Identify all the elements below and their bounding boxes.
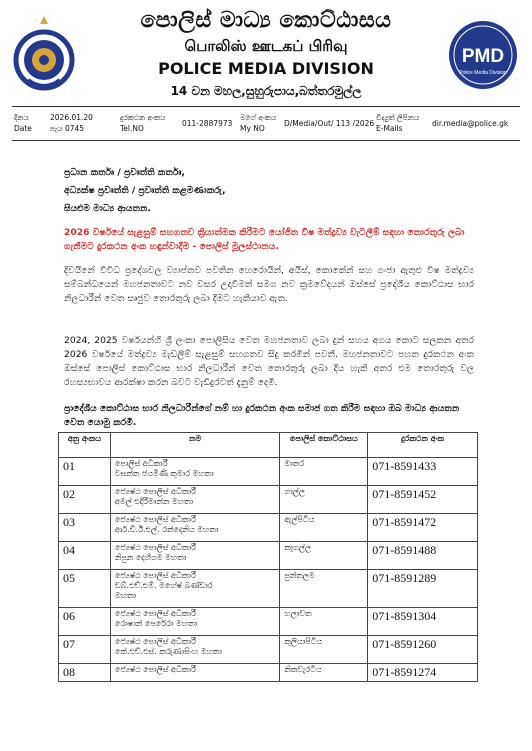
header-divider bbox=[12, 106, 520, 107]
row-phone: 071-8591260 bbox=[368, 636, 478, 664]
row-phone: 071-8591289 bbox=[368, 570, 478, 608]
table-row bbox=[59, 486, 478, 514]
row-phone: 071-8591433 bbox=[368, 458, 478, 486]
row-phone: 071-8591274 bbox=[368, 664, 478, 682]
tel-label: දුරකථන අංකය Tel.NO bbox=[120, 113, 166, 133]
row-serial: 07 bbox=[59, 636, 111, 664]
row-officer-name: ජ්‍යෙෂ්ඨ පොලිස් අධිකාරී අමල් එදිරිමාන්න මහතා bbox=[110, 486, 280, 514]
table-header-row bbox=[59, 433, 478, 458]
tel-value: 011-2887973 bbox=[182, 119, 233, 128]
header-address: 14 වන මහල,සුහුරුපාය,බත්තරමුල්ල bbox=[170, 84, 362, 98]
table-row bbox=[59, 458, 478, 486]
row-officer-name: ජ්‍යෙෂ්ඨ පොලිස් අධිකාරී ඩබ්.එච්.එම්. මහේෂ් බණ්ඩාර මහතා bbox=[110, 570, 280, 608]
officer-contact-table bbox=[58, 432, 478, 682]
pmd-logo-subtext: Police Media Division bbox=[459, 70, 507, 76]
col-header-division: පොලිස් කොට්ඨාසය bbox=[280, 433, 368, 458]
row-serial: 08 bbox=[59, 664, 111, 682]
addressee-3: සියළුම මාධ්‍ය ආයතන. bbox=[64, 203, 151, 214]
email-value: dir.media@police.gk bbox=[432, 119, 509, 128]
row-division: ඇල්පිටිය bbox=[280, 514, 368, 542]
table-row bbox=[59, 608, 478, 636]
row-officer-name: ජ්‍යෙෂ්ඨ පොලිස් අධිකාරී bbox=[110, 664, 280, 682]
paragraph-2: 2024, 2025 වර්ෂයන්හි ශ්‍රී ලංකා පොලිසිය වෙත මහජනතාව ලබා දුන් සහය අගය කොට සලකන අතර 2026 වර්ෂයේ මත්ද්‍රව්‍ය මැඩලීම් සැළසුම් සහගතව සිදු කරමින් පවතී. මහජනතාවට පහත දුරකථන අංක ඔස්සේ පොලිස් කොට්ඨාස භාර නිලධාරීන් වෙත තොරතුරු ලබා දිය හැකි අතර එම තොරතුරු වල රහස්‍යභාවය ආරක්ෂා කරන බවට වැඩිදුරටත් දැනුම් දෙමි. bbox=[64, 335, 474, 388]
row-serial: 01 bbox=[59, 458, 111, 486]
addressee-1: ප්‍රධාන කර්තෘ / ප්‍රවෘත්ති කර්තෘ, bbox=[64, 167, 185, 178]
row-serial: 04 bbox=[59, 542, 111, 570]
row-officer-name: පොලිස් අධිකාරී වසන්ත ජයමිණි කුමාර මහතා bbox=[110, 458, 280, 486]
pmd-logo bbox=[448, 20, 518, 90]
row-division: කෑගල්ල bbox=[280, 542, 368, 570]
row-phone: 071-8591488 bbox=[368, 542, 478, 570]
row-officer-name: ජ්‍යෙෂ්ඨ පොලිස් අධිකාරී නිපුන දෙහිගම මහතා bbox=[110, 542, 280, 570]
header-title-sinhala: පොලිස් මාධ්‍ය කොට්ඨාසය bbox=[140, 8, 392, 33]
row-officer-name: ජ්‍යෙෂ්ඨ පොලිස් අධිකාරී කේ.එච්.එස්. කරුණාසිංහ මහතා bbox=[110, 636, 280, 664]
pmd-logo-text: PMD bbox=[461, 46, 505, 67]
email-label: විද්‍යුත් ලිපිනය E-Mails bbox=[376, 113, 420, 133]
header-title-english: POLICE MEDIA DIVISION bbox=[158, 59, 374, 78]
subject-line: 2026 වර්ෂයේ සැළසුම් සහගතව ක්‍රියාත්මක කිරීමට යෝජිත විෂ මත්ද්‍රව්‍ය වැටලීම් සඳහා තොරතුරු ලබා ගැනීමට දුරකථන අංක හඳුන්වාදීම - පොලිස් මූලස්ථානය. bbox=[64, 227, 465, 252]
reference-divider bbox=[12, 140, 520, 141]
table-row bbox=[59, 570, 478, 608]
my-no-value: D/Media/Out/ 113 /2026 bbox=[284, 119, 375, 128]
table-row bbox=[59, 542, 478, 570]
row-officer-name: ජ්‍යෙෂ්ඨ පොලිස් අධිකාරී ආර්.ඩී.ඊ.එල්. රන්දෙනිය මහතා bbox=[110, 514, 280, 542]
row-division: ගාල්ල bbox=[280, 486, 368, 514]
table-row bbox=[59, 664, 478, 682]
row-phone: 071-8591304 bbox=[368, 608, 478, 636]
paragraph-1: දිවයිනේ විවිධ ප්‍රදේශවල ව්‍යාප්තව පවතින හෙරොයින්, අයිස්, කොකේන් සහ ගංජා ඇතුළු විෂ මත්ද්‍රව්‍ය සම්බන්ධයෙන් මහජනතාවට නව වසර උදාවීමත් සමග නව ක්‍රමවේදයන් ඔස්සේ ප්‍රදේශීය කොට්ඨාස භාර නිලධාරීන් වෙත සෘජුව තොරතුරු ලබා දීමට හැකියාව ඇත. bbox=[64, 265, 474, 304]
date-value: 2026.01.20 පැය 0745 bbox=[50, 113, 93, 133]
row-division: හලාවත bbox=[280, 608, 368, 636]
table-row bbox=[59, 514, 478, 542]
col-header-serial: අනු අංකය bbox=[59, 433, 111, 458]
row-division: පුත්තලම bbox=[280, 570, 368, 608]
row-division: මාතර bbox=[280, 458, 368, 486]
row-serial: 02 bbox=[59, 486, 111, 514]
my-no-label: මගේ අංකය My NO bbox=[240, 113, 277, 133]
header-title-tamil: பொலிஸ் ஊடகப் பிரிவு bbox=[184, 37, 348, 55]
date-label: දිනය Date bbox=[14, 113, 32, 133]
row-serial: 06 bbox=[59, 608, 111, 636]
row-serial: 03 bbox=[59, 514, 111, 542]
row-officer-name: ජ්‍යෙෂ්ඨ පොලිස් අධිකාරී රොෂාන් පෙරේරා මහතා bbox=[110, 608, 280, 636]
table-row bbox=[59, 636, 478, 664]
row-phone: 071-8591472 bbox=[368, 514, 478, 542]
row-division: නිකවැරටිය bbox=[280, 664, 368, 682]
row-serial: 05 bbox=[59, 570, 111, 608]
request-line: ප්‍රාදේශීය කොට්ඨාස භාර නිලධාරීන්ගේ නම් හා දුරකථන අංක සමාජ ගත කිරීම සඳහා ඔබ මාධ්‍ය ආයතන වෙත යොමු කරමි. bbox=[64, 403, 460, 428]
addressee-2: අධ්‍යක්ෂ ප්‍රවෘත්ති / ප්‍රවෘත්ති කළමණාකරු, bbox=[64, 185, 226, 196]
row-division: කුලියාපිටිය bbox=[280, 636, 368, 664]
col-header-phone: දුරකථන අංක bbox=[368, 433, 478, 458]
row-phone: 071-8591452 bbox=[368, 486, 478, 514]
col-header-name: නම bbox=[110, 433, 280, 458]
